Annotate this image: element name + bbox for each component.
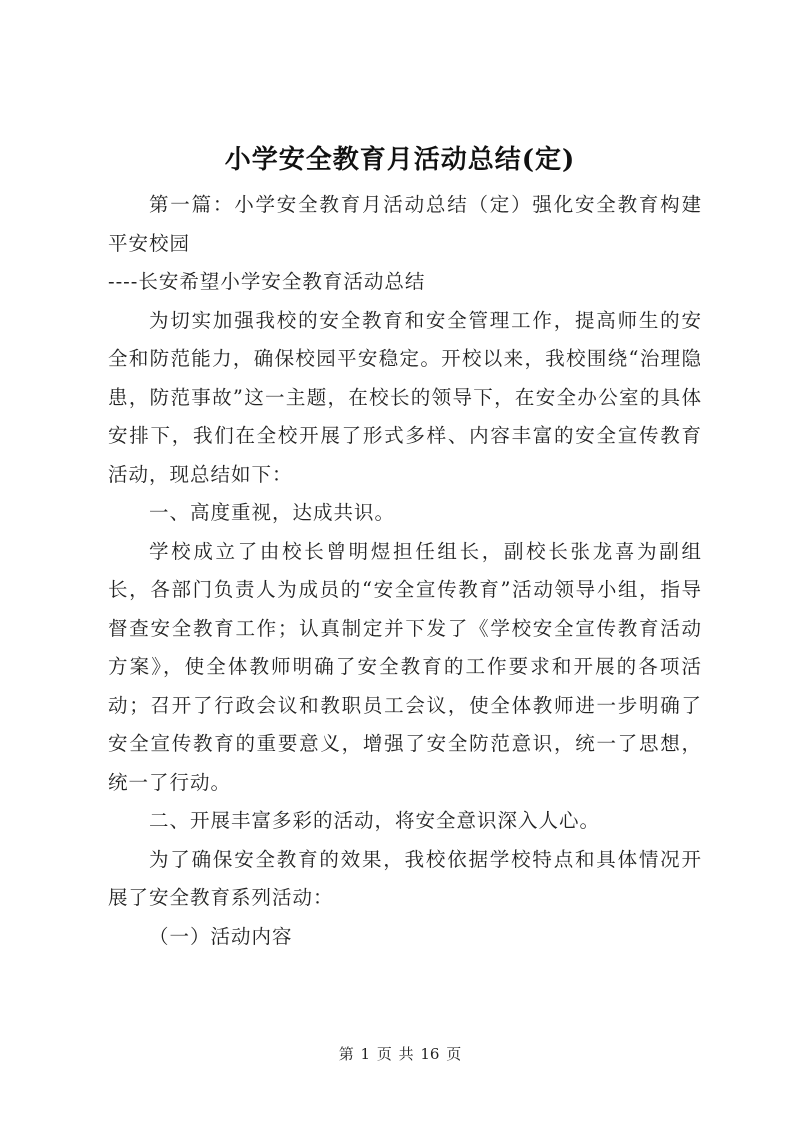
section-heading-2: 二、开展丰富多彩的活动，将安全意识深入人心。 [149,809,601,832]
paragraph-heading: 第一篇：小学安全教育月活动总结（定）强化安全教育构建平安校园 [108,193,702,255]
document-body [108,186,702,956]
paragraph-section-2: 为了确保安全教育的效果，我校依据学校特点和具体情况开展了安全教育系列活动： [108,847,702,909]
page-footer: 第 1 页 共 16 页 [338,1045,462,1063]
subsection-heading-1: （一）活动内容 [149,924,293,948]
paragraph-section-1: 学校成立了由校长曾明煜担任组长，副校长张龙喜为副组长，各部门负责人为成员的“安全宣传教育”活动领导小组，指导督查安全教育工作；认真制定并下发了《学校安全宣传教育活动方案》，使全体教师明确了安全教育的工作要求和开展的各项活动；召开了行政会议和教职员工会议，使全体教师进一步明确了安全宣传教育的重要意义，增强了安全防范意识，统一了思想，统一了行动。 [108,539,702,794]
document-title: 小学安全教育月活动总结(定) [224,145,576,175]
section-heading-1: 一、高度重视，达成共识。 [149,501,396,524]
paragraph-subtitle: ----长安希望小学安全教育活动总结 [108,270,426,293]
paragraph-intro: 为切实加强我校的安全教育和安全管理工作，提高师生的安全和防范能力，确保校园平安稳定。开校以来，我校围绕“治理隐患，防范事故”这一主题，在校长的领导下，在安全办公室的具体安排下，我们在全校开展了形式多样、内容丰富的安全宣传教育活动，现总结如下： [108,308,702,486]
